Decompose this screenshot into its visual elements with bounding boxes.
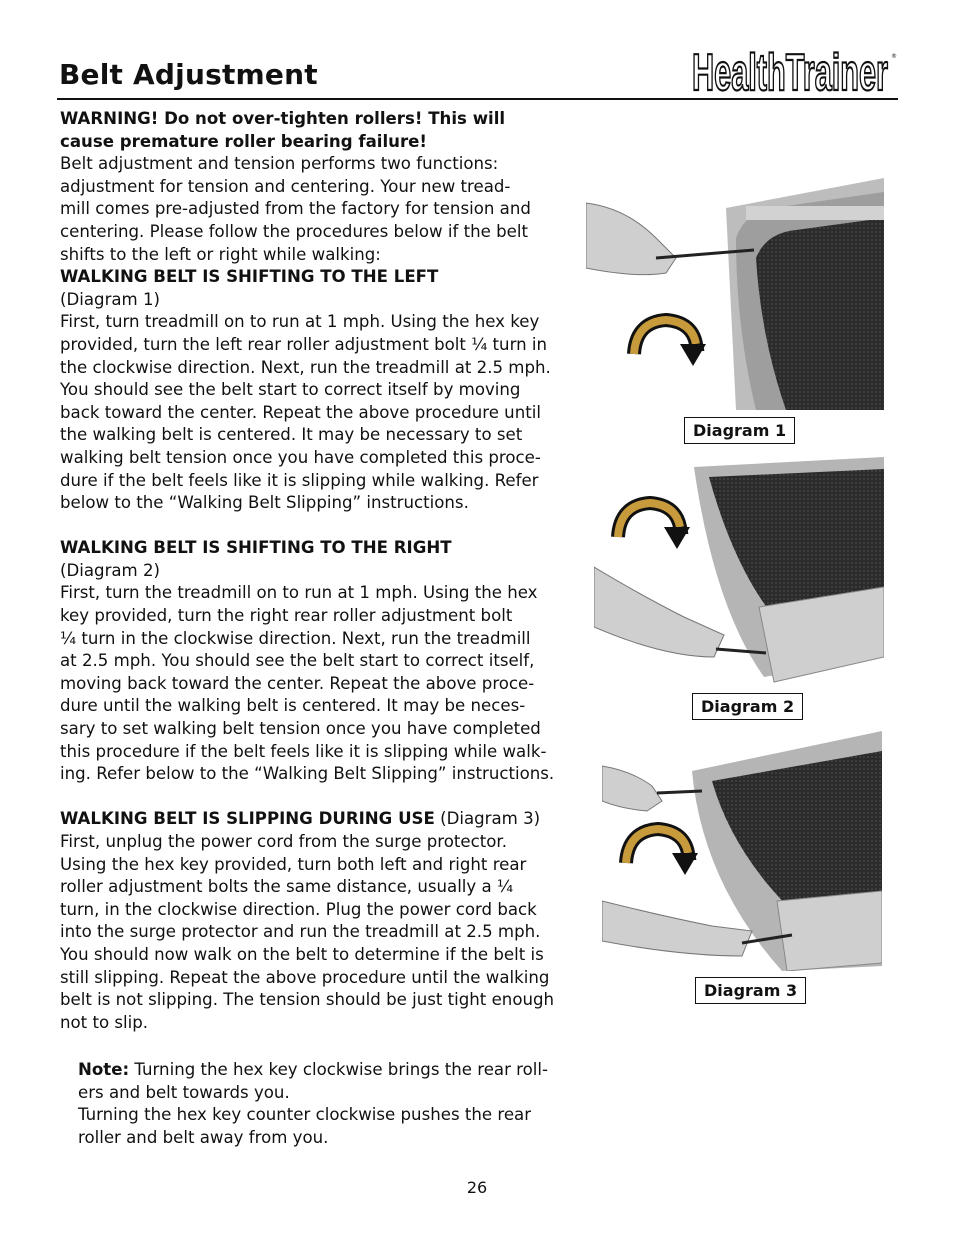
note-label: Note:	[78, 1060, 130, 1079]
diagram-3-caption: Diagram 3	[695, 977, 806, 1004]
body-line: Using the hex key provided, turn both left and right rear	[60, 854, 527, 874]
intro-line: Belt adjustment and tension performs two functions:	[60, 154, 499, 174]
body-line: First, unplug the power cord from the surge protector.	[60, 832, 507, 851]
body-line: key provided, turn the right rear roller adjustment bolt	[60, 606, 513, 626]
healthtrainer-logo	[690, 46, 898, 96]
body-line: sary to set walking belt tension once you have completed	[60, 719, 541, 739]
title-rule	[57, 98, 898, 100]
intro-line: mill comes pre-adjusted from the factory for tension and	[60, 199, 531, 219]
diagram-ref: (Diagram 1)	[60, 289, 161, 309]
body-line: First, turn the treadmill on to run at 1 mph. Using the hex	[60, 583, 538, 603]
body-line: still slipping. Repeat the above procedure until the walking	[60, 967, 550, 987]
diagram-ref: (Diagram 2)	[60, 560, 161, 580]
clockwise-arrow-icon	[618, 503, 690, 549]
body-text	[60, 108, 590, 1034]
diagram-2-caption: Diagram 2	[692, 693, 803, 720]
note-text: Turning the hex key counter clockwise pushes the rear	[78, 1105, 532, 1125]
body-line: at 2.5 mph. You should see the belt start to correct itself,	[60, 651, 535, 671]
body-line: not to slip.	[60, 1012, 149, 1032]
clockwise-arrow-icon	[626, 829, 698, 875]
body-line: below to the “Walking Belt Slipping” instructions.	[60, 493, 469, 513]
section-heading-slip-row	[60, 808, 590, 831]
body-line: walking belt tension once you have completed this proce-	[60, 447, 541, 467]
body-line: provided, turn the left rear roller adjustment bolt ¼ turn in	[60, 334, 548, 354]
intro-line: centering. Please follow the procedures below if the belt	[60, 221, 528, 241]
note-text: roller and belt away from you.	[78, 1127, 329, 1147]
note-text: ers and belt towards you.	[78, 1082, 290, 1102]
body-line: You should now walk on the belt to determine if the belt is	[60, 944, 544, 964]
page-number: 26	[466, 1178, 488, 1197]
clockwise-arrow-icon	[634, 320, 706, 366]
diagram-3-illustration	[602, 731, 882, 971]
body-line: ing. Refer below to the “Walking Belt Slipping” instructions.	[60, 764, 555, 784]
intro-line: adjustment for tension and centering. Your new tread-	[60, 176, 511, 196]
body-line: back toward the center. Repeat the above procedure until	[60, 402, 541, 422]
intro-line: shifts to the left or right while walking:	[60, 244, 381, 264]
diagram-2-illustration	[594, 457, 884, 689]
body-line: dure if the belt feels like it is slipping while walking. Refer	[60, 470, 539, 490]
section-heading-right: WALKING BELT IS SHIFTING TO THE RIGHT	[60, 538, 452, 558]
warning-line: WARNING! Do not over-tighten rollers! This will	[60, 109, 506, 128]
note-text: Turning the hex key clockwise brings the rear roll-	[129, 1060, 548, 1079]
body-line: dure until the walking belt is centered. It may be neces-	[60, 696, 526, 716]
body-line: ¼ turn in the clockwise direction. Next, run the treadmill	[60, 628, 531, 648]
section-heading-left: WALKING BELT IS SHIFTING TO THE LEFT	[60, 267, 439, 287]
body-line: moving back toward the center. Repeat the above proce-	[60, 673, 535, 693]
body-line: turn, in the clockwise direction. Plug the power cord back	[60, 899, 537, 919]
diagram-1-caption: Diagram 1	[684, 417, 795, 444]
note-block	[78, 1059, 588, 1149]
body-line: the clockwise direction. Next, run the treadmill at 2.5 mph.	[60, 357, 551, 377]
diagram-ref: (Diagram 3)	[434, 809, 541, 829]
body-line: this procedure if the belt feels like it is slipping while walk-	[60, 741, 547, 761]
svg-text:®: ®	[891, 53, 897, 60]
warning-line: cause premature roller bearing failure!	[60, 131, 427, 151]
section-heading-slip: WALKING BELT IS SLIPPING DURING USE	[60, 809, 435, 829]
diagram-1-illustration	[586, 178, 884, 410]
body-line: First, turn treadmill on to run at 1 mph. Using the hex key	[60, 312, 540, 332]
body-line: into the surge protector and run the treadmill at 2.5 mph.	[60, 922, 541, 942]
body-line: roller adjustment bolts the same distance, usually a ¼	[60, 877, 514, 897]
page-title: Belt Adjustment	[59, 58, 318, 91]
svg-text:HealthTrainer: HealthTrainer	[692, 46, 888, 96]
body-line: the walking belt is centered. It may be necessary to set	[60, 425, 523, 445]
body-line: belt is not slipping. The tension should be just tight enough	[60, 990, 555, 1010]
body-line: You should see the belt start to correct itself by moving	[60, 380, 521, 400]
